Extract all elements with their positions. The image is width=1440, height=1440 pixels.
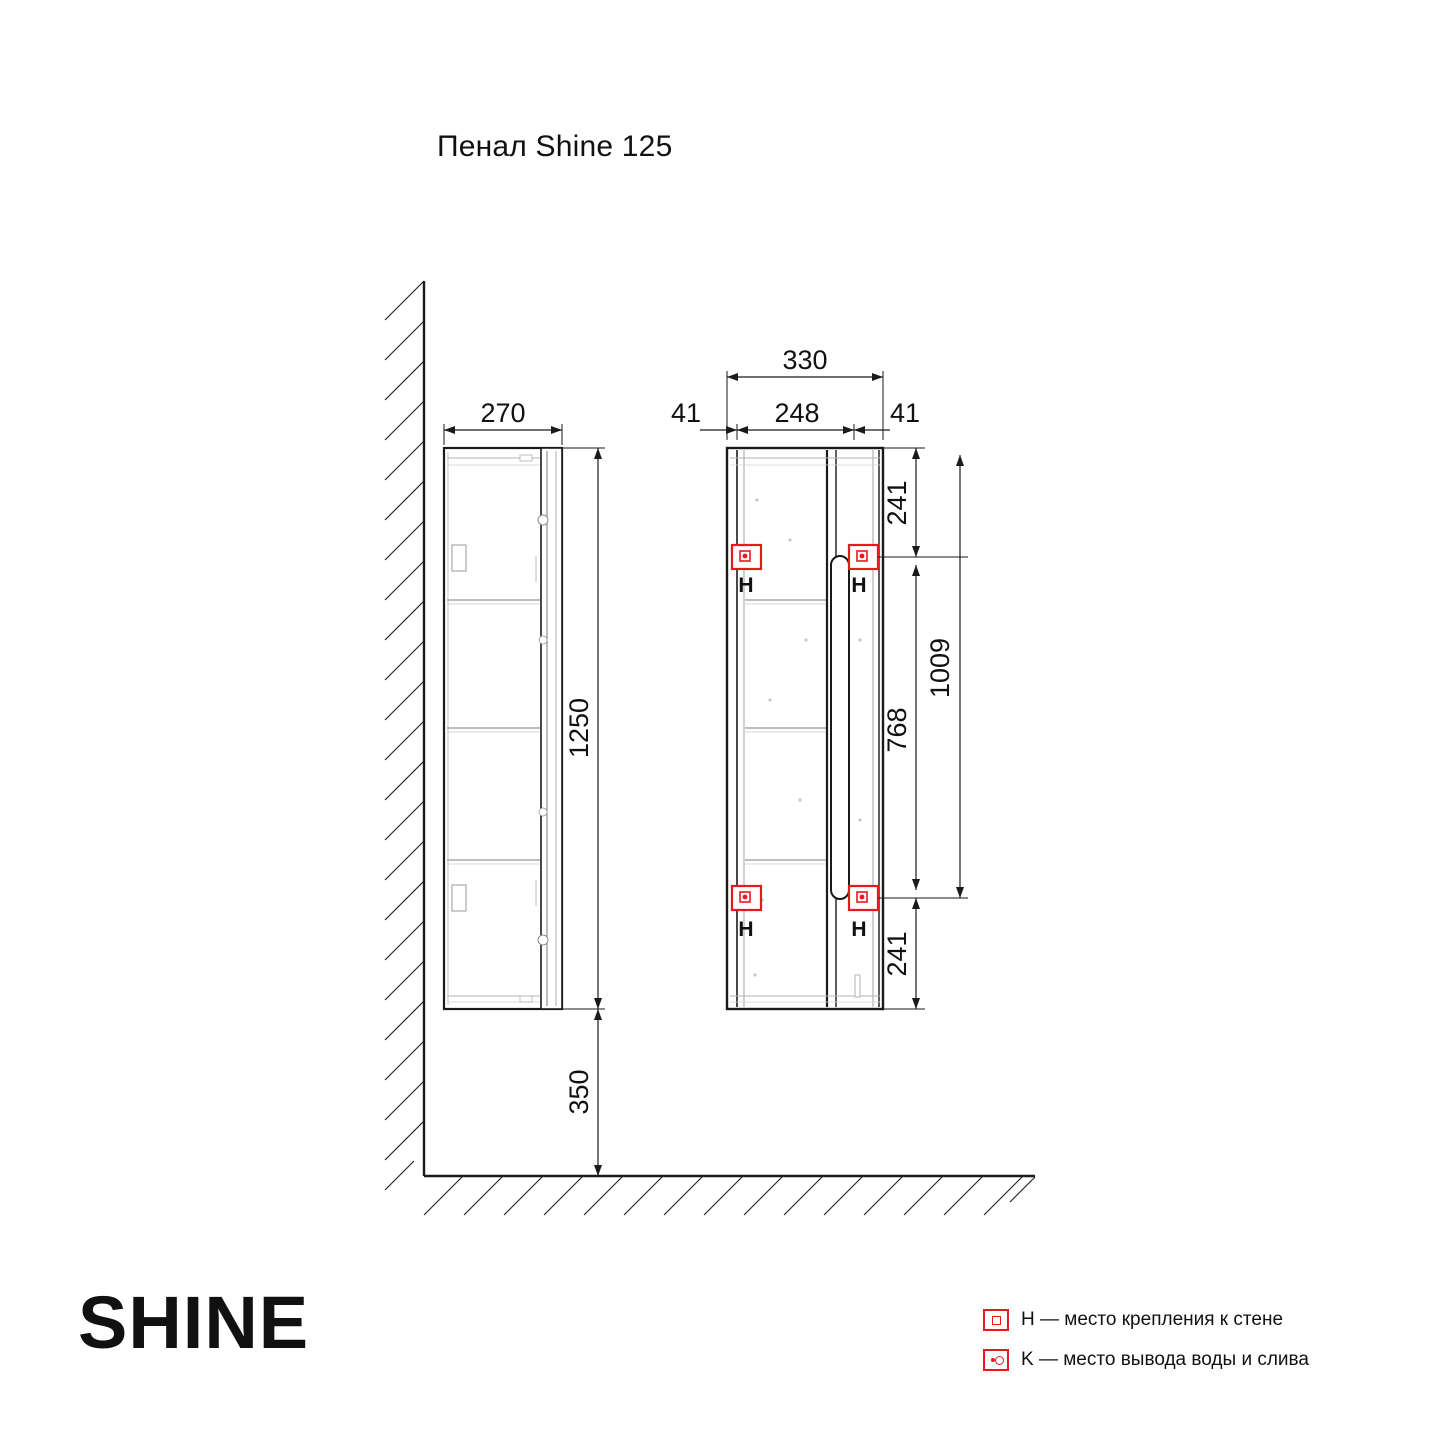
- dim-side-height-label: 1250: [564, 697, 594, 759]
- water-outlet-marker-icon: [983, 1349, 1009, 1371]
- legend-wall-mount-text: H — место крепления к стене: [1021, 1309, 1284, 1330]
- dim-front-door-width-label: 248: [774, 398, 820, 428]
- dimension-front-bottom-segment: [878, 898, 925, 1009]
- dim-side-width-label: 270: [480, 398, 526, 428]
- svg-text:H: H: [851, 918, 867, 941]
- legend: [983, 1300, 1413, 1380]
- dim-front-mount-span-label: 1009: [925, 637, 955, 699]
- dimension-front-top-segment: [878, 448, 925, 557]
- svg-text:H: H: [851, 574, 867, 597]
- dim-floor-gap-label: 350: [564, 1069, 594, 1115]
- svg-text:H: H: [738, 574, 754, 597]
- dimension-side-height: [562, 448, 605, 1009]
- dimension-front-door-width: [737, 398, 854, 440]
- dimension-side-width: [444, 398, 562, 445]
- wall-hatching: [385, 281, 424, 1190]
- legend-water-outlet-text: K — место вывода воды и слива: [1021, 1349, 1309, 1370]
- dim-front-bottom-segment-label: 241: [882, 931, 912, 977]
- wall-mount-marker-icon: [983, 1309, 1009, 1331]
- dim-front-right-panel-label: 41: [889, 398, 921, 428]
- dimension-front-handle-length: [882, 565, 920, 890]
- floor-hatching: [424, 1176, 1035, 1215]
- svg-text:H: H: [738, 918, 754, 941]
- dim-front-left-panel-label: 41: [670, 398, 702, 428]
- legend-item-wall-mount: [983, 1300, 1413, 1340]
- dimension-front-right-panel: [854, 398, 920, 434]
- legend-item-water-outlet: [983, 1340, 1413, 1380]
- page-title: Пенал Shine 125: [437, 130, 673, 163]
- dimension-floor-gap: [564, 1009, 602, 1176]
- dim-front-top-segment-label: 241: [882, 480, 912, 526]
- dim-front-total-width-label: 330: [782, 345, 828, 375]
- dim-front-handle-length-label: 768: [882, 707, 912, 753]
- side-view-cabinet: [444, 448, 562, 1009]
- brand-logo: SHINE: [78, 1281, 310, 1364]
